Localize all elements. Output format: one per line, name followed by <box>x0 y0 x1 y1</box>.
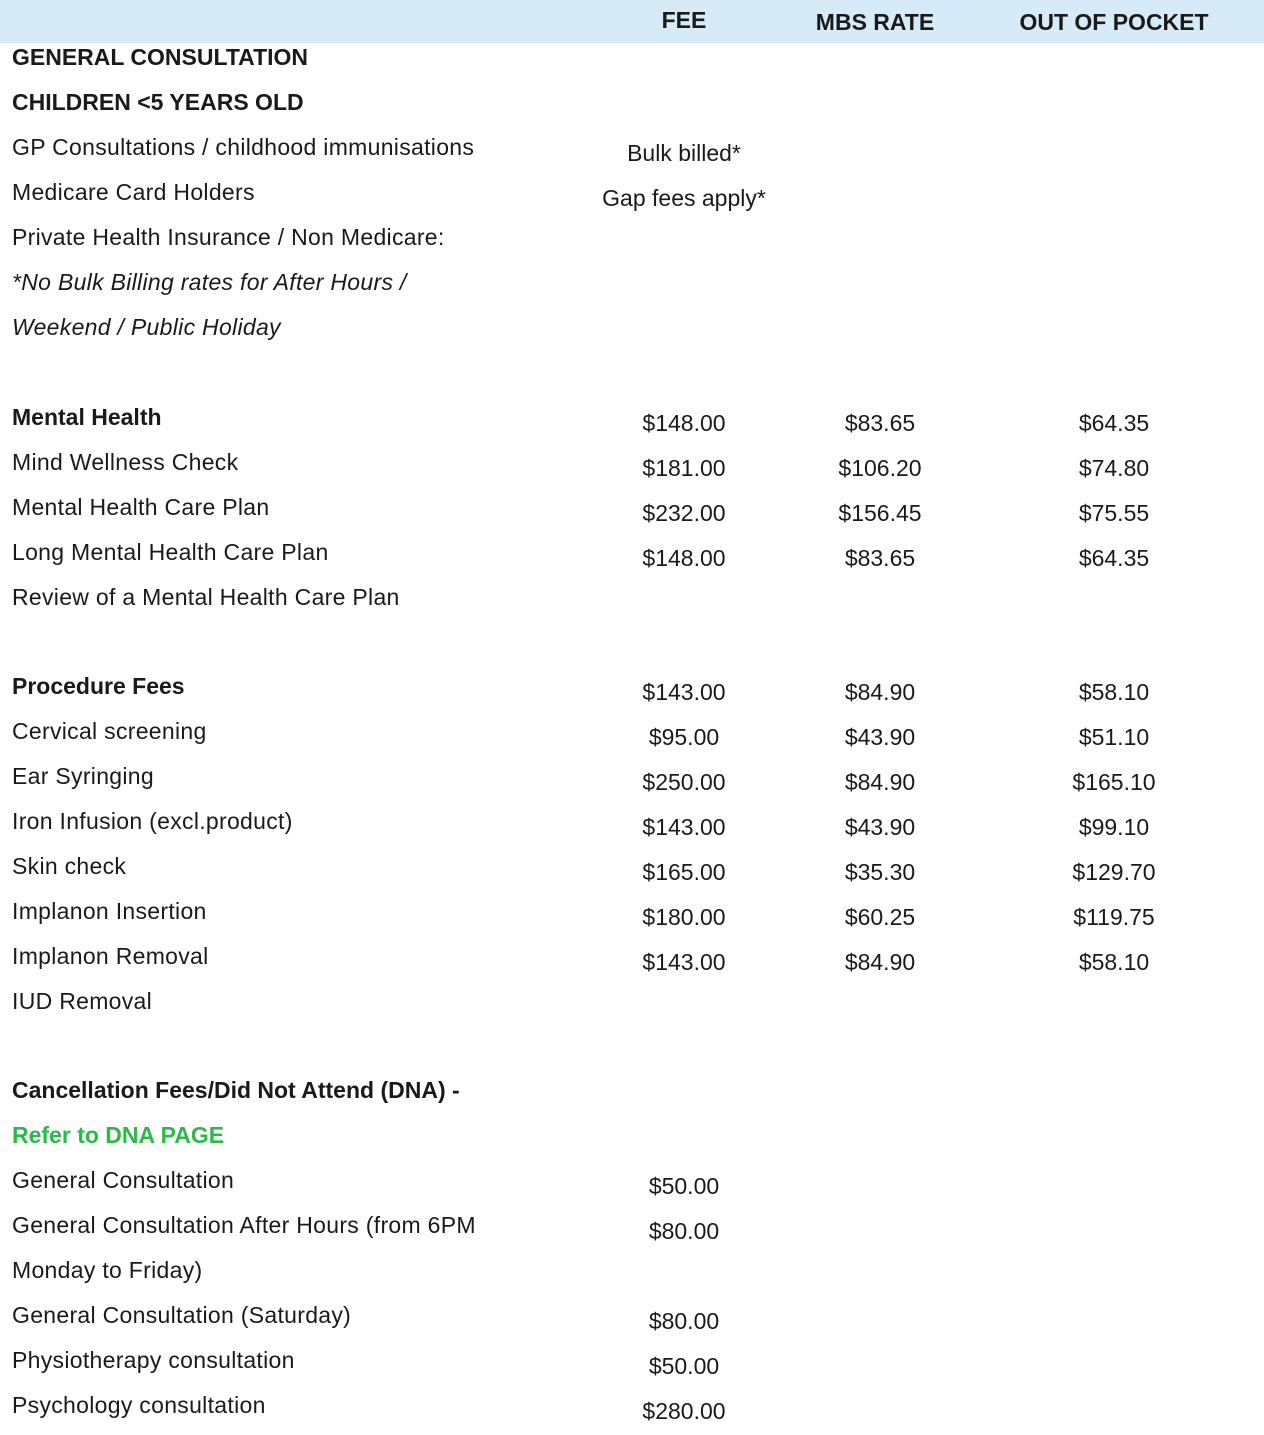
out-of-pocket-value: $64.35 <box>1078 545 1150 571</box>
fee-value: $250.00 <box>642 769 726 795</box>
fee-row <box>0 941 1264 986</box>
mbs-rate-column-header: MBS RATE <box>815 9 935 35</box>
fee-row <box>0 806 1264 851</box>
out-of-pocket-value: $51.10 <box>1078 724 1150 750</box>
mbs-rate-value: $43.90 <box>844 814 916 840</box>
fee-value: $148.00 <box>642 545 726 571</box>
fee-item-label: IUD Removal <box>12 988 153 1014</box>
fee-item-label: Psychology consultation <box>12 1392 266 1418</box>
fee-row <box>0 222 1264 267</box>
fee-value: $143.00 <box>642 679 726 705</box>
fee-item-label: Mind Wellness Check <box>12 449 239 475</box>
fee-value: $50.00 <box>648 1353 720 1379</box>
out-of-pocket-value: $74.80 <box>1078 455 1150 481</box>
fee-item-label: Implanon Insertion <box>12 898 207 924</box>
fee-row <box>0 1300 1264 1345</box>
fee-item-label: Ear Syringing <box>12 763 154 789</box>
fee-row <box>0 582 1264 627</box>
fee-item-label: Implanon Removal <box>12 943 209 969</box>
fee-value: $232.00 <box>642 500 726 526</box>
fee-item-label: Physiotherapy consultation <box>12 1347 295 1373</box>
out-of-pocket-value: $99.10 <box>1078 814 1150 840</box>
fee-item-label: Skin check <box>12 853 127 879</box>
fee-value: $180.00 <box>642 904 726 930</box>
fee-row <box>0 986 1264 1031</box>
fee-value: $280.00 <box>642 1398 726 1424</box>
fee-row <box>0 402 1264 447</box>
out-of-pocket-value: $165.10 <box>1072 769 1156 795</box>
section-title-mental-health: Mental Health <box>12 404 162 430</box>
section-heading-row <box>0 42 1264 87</box>
section-title-procedure-fees: Procedure Fees <box>12 673 185 699</box>
fee-row <box>0 537 1264 582</box>
fee-row <box>0 132 1264 177</box>
out-of-pocket-value: $119.75 <box>1073 904 1155 930</box>
fee-row <box>0 1165 1264 1210</box>
fee-item-label: Review of a Mental Health Care Plan <box>12 584 400 610</box>
fee-row <box>0 1255 1264 1300</box>
out-of-pocket-value: $64.35 <box>1078 410 1150 436</box>
note-row <box>0 312 1264 357</box>
section-subheading-row <box>0 87 1264 132</box>
section-title-cancellation-fees: Cancellation Fees/Did Not Attend (DNA) - <box>12 1077 460 1103</box>
fee-item-label: General Consultation <box>12 1167 235 1193</box>
fee-item-label: General Consultation After Hours (from 6PM <box>12 1212 476 1238</box>
fee-column-header: FEE <box>661 7 707 33</box>
fee-row <box>0 896 1264 941</box>
fee-value: Gap fees apply* <box>602 185 766 211</box>
fee-value: $50.00 <box>648 1173 720 1199</box>
mbs-rate-value: $106.20 <box>838 455 922 481</box>
out-of-pocket-value: $58.10 <box>1078 949 1150 975</box>
mbs-rate-value: $84.90 <box>844 769 916 795</box>
after-hours-note-line-2: Weekend / Public Holiday <box>12 314 281 340</box>
fee-item-label: Mental Health Care Plan <box>12 494 270 520</box>
fee-value: $95.00 <box>648 724 720 750</box>
mbs-rate-value: $60.25 <box>844 904 916 930</box>
out-of-pocket-column-header: OUT OF POCKET <box>1019 9 1209 35</box>
fee-item-label: Iron Infusion (excl.product) <box>12 808 293 834</box>
fee-value: $148.00 <box>642 410 726 436</box>
fee-row <box>0 851 1264 896</box>
out-of-pocket-value: $58.10 <box>1078 679 1150 705</box>
mbs-rate-value: $83.65 <box>844 410 916 436</box>
mbs-rate-value: $156.45 <box>838 500 922 526</box>
section-title-general-consultation: GENERAL CONSULTATION <box>12 44 309 70</box>
fee-value: $143.00 <box>642 814 726 840</box>
fee-value: $143.00 <box>642 949 726 975</box>
fee-row <box>0 671 1264 716</box>
mbs-rate-value: $84.90 <box>844 949 916 975</box>
out-of-pocket-value: $129.70 <box>1072 859 1156 885</box>
after-hours-note-line-1: *No Bulk Billing rates for After Hours / <box>12 269 407 295</box>
fee-row <box>0 177 1264 222</box>
fee-item-label: Private Health Insurance / Non Medicare: <box>12 224 445 250</box>
fee-value: $165.00 <box>642 859 726 885</box>
fee-item-label: Medicare Card Holders <box>12 179 255 205</box>
section-heading-row <box>0 1075 1264 1120</box>
fee-item-label: GP Consultations / childhood immunisations <box>12 134 475 160</box>
fee-item-label: Cervical screening <box>12 718 207 744</box>
fee-row <box>0 716 1264 761</box>
fee-row <box>0 1390 1264 1435</box>
fee-row <box>0 492 1264 537</box>
fee-value: $80.00 <box>648 1218 720 1244</box>
mbs-rate-value: $43.90 <box>844 724 916 750</box>
fee-value: Bulk billed* <box>627 140 741 166</box>
note-row <box>0 267 1264 312</box>
fee-item-label: Monday to Friday) <box>12 1257 203 1283</box>
dna-link-row <box>0 1120 1264 1165</box>
fee-item-label: Long Mental Health Care Plan <box>12 539 329 565</box>
fee-row <box>0 761 1264 806</box>
section-subtitle-children: CHILDREN <5 YEARS OLD <box>12 89 304 115</box>
mbs-rate-value: $35.30 <box>844 859 916 885</box>
mbs-rate-value: $83.65 <box>844 545 916 571</box>
fee-value: $181.00 <box>642 455 726 481</box>
fee-row <box>0 447 1264 492</box>
refer-to-dna-page-link[interactable]: Refer to DNA PAGE <box>12 1122 225 1148</box>
out-of-pocket-value: $75.55 <box>1078 500 1150 526</box>
fee-row <box>0 1345 1264 1390</box>
fee-item-label: General Consultation (Saturday) <box>12 1302 352 1328</box>
fee-row <box>0 1210 1264 1255</box>
fee-value: $80.00 <box>648 1308 720 1334</box>
mbs-rate-value: $84.90 <box>844 679 916 705</box>
